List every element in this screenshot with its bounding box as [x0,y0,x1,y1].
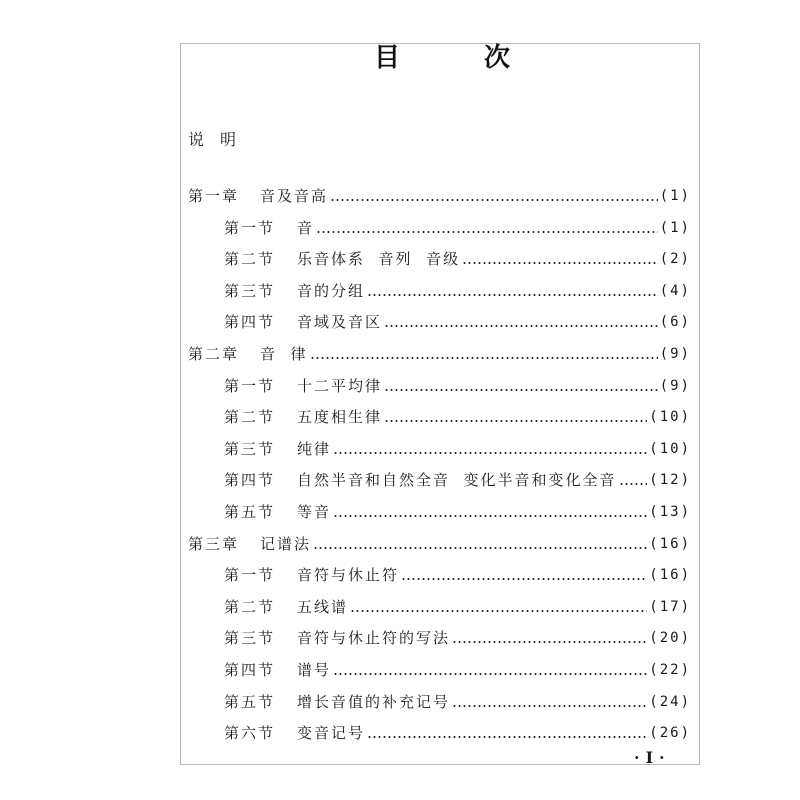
toc-entry-label: 第三节 [224,282,276,300]
toc-entry-page: (24) [649,694,691,710]
toc-entry-title: 纯律 [297,440,332,458]
toc-entry[interactable] [0,342,800,366]
preface-heading[interactable] [188,132,236,148]
toc-entry-title: 音 [297,219,315,237]
toc-dot-leader [310,357,658,359]
toc-entry-label: 第三节 [224,440,276,458]
toc-entry-label: 第三章 [188,535,240,553]
toc-entry[interactable] [0,247,800,271]
toc-entry-title: 音及音高 [260,187,329,205]
toc-entry-page: (22) [649,662,691,678]
toc-entry-title: 五度相生律 [297,408,383,426]
toc-entry-label: 第四节 [224,471,276,489]
toc-entry-title: 音的分组 [297,282,366,300]
toc-entry-label: 第一节 [224,219,276,237]
toc-dot-leader [384,325,658,327]
toc-entry-label: 第五节 [224,503,276,521]
toc-entry-title: 五线谱 [297,598,349,616]
toc-entry-page: (13) [649,504,691,520]
toc-entry-page: (10) [649,441,691,457]
toc-entry-label: 第一章 [188,187,240,205]
toc-entry-label: 第三节 [224,629,276,647]
toc-entry[interactable] [0,626,800,650]
toc-entry[interactable] [0,658,800,682]
toc-dot-leader [333,515,647,517]
toc-entry-page: (10) [649,409,691,425]
toc-entry[interactable] [0,279,800,303]
toc-entry[interactable] [0,500,800,524]
toc-entry-title: 音符与休止符的写法 [297,629,451,647]
toc-entry[interactable] [0,437,800,461]
toc-entry-label: 第六节 [224,724,276,742]
toc-entry-title: 变音记号 [297,724,366,742]
toc-entry[interactable] [0,690,800,714]
toc-dot-leader [384,389,658,391]
toc-entry[interactable] [0,405,800,429]
toc-entry[interactable] [0,374,800,398]
toc-entry-page: (16) [649,567,691,583]
toc-entry-label: 第二节 [224,408,276,426]
toc-entry-label: 第一节 [224,566,276,584]
toc-dot-leader [367,736,647,738]
toc-entry-page: (17) [649,599,691,615]
toc-entry-title: 谱号 [297,661,332,679]
preface-char-2: 明 [220,130,237,149]
toc-dot-leader [333,452,647,454]
toc-entry-title: 等音 [297,503,332,521]
toc-entry-title: 增长音值的补充记号 [297,693,451,711]
toc-entry-page: (20) [649,630,691,646]
toc-entry-label: 第二节 [224,250,276,268]
toc-entry-page: (9) [659,346,691,362]
toc-entry-title: 记谱法 [260,535,312,553]
toc-entry-page: (1) [659,188,691,204]
toc-dot-leader [367,294,658,296]
toc-dot-leader [619,483,647,485]
toc-entry-page: (2) [659,251,691,267]
toc-entry-label: 第四节 [224,313,276,331]
toc-entry-label: 第四节 [224,661,276,679]
toc-entry-title: 自然半音和自然全音 变化半音和变化全音 [297,471,617,489]
toc-entry-page: (12) [649,472,691,488]
preface-char-1: 说 [188,130,205,149]
toc-entry[interactable] [0,721,800,745]
toc-dot-leader [313,547,647,549]
toc-entry-title: 乐音体系 音列 音级 [297,250,461,268]
toc-entry-label: 第二节 [224,598,276,616]
toc-entry-label: 第一节 [224,377,276,395]
toc-entry[interactable] [0,310,800,334]
toc-entry[interactable] [0,532,800,556]
toc-dot-leader [452,641,647,643]
toc-dot-leader [462,262,658,264]
toc-dot-leader [333,673,647,675]
toc-dot-leader [350,610,647,612]
toc-entry[interactable] [0,595,800,619]
document-page [180,43,700,765]
page-number-mark: ·I· [634,748,671,767]
toc-entry-title: 音 律 [260,345,308,363]
toc-entry[interactable] [0,184,800,208]
toc-title-right: 次 [484,43,511,73]
toc-title-left: 目 [374,43,401,73]
toc-entry[interactable] [0,563,800,587]
toc-entry-page: (16) [649,536,691,552]
toc-dot-leader [401,578,647,580]
toc-entry-label: 第二章 [188,345,240,363]
toc-entry-title: 十二平均律 [297,377,383,395]
toc-entry[interactable] [0,216,800,240]
toc-dot-leader [384,420,647,422]
toc-entry-page: (1) [659,220,691,236]
toc-entry-label: 第五节 [224,693,276,711]
toc-entry-page: (9) [659,378,691,394]
toc-dot-leader [452,705,647,707]
toc-entry-page: (26) [649,725,691,741]
toc-entry-title: 音域及音区 [297,313,383,331]
toc-entry-title: 音符与休止符 [297,566,400,584]
toc-entry-page: (4) [659,283,691,299]
toc-dot-leader [316,231,658,233]
toc-entry[interactable] [0,468,800,492]
toc-entry-page: (6) [659,314,691,330]
toc-dot-leader [330,199,658,201]
